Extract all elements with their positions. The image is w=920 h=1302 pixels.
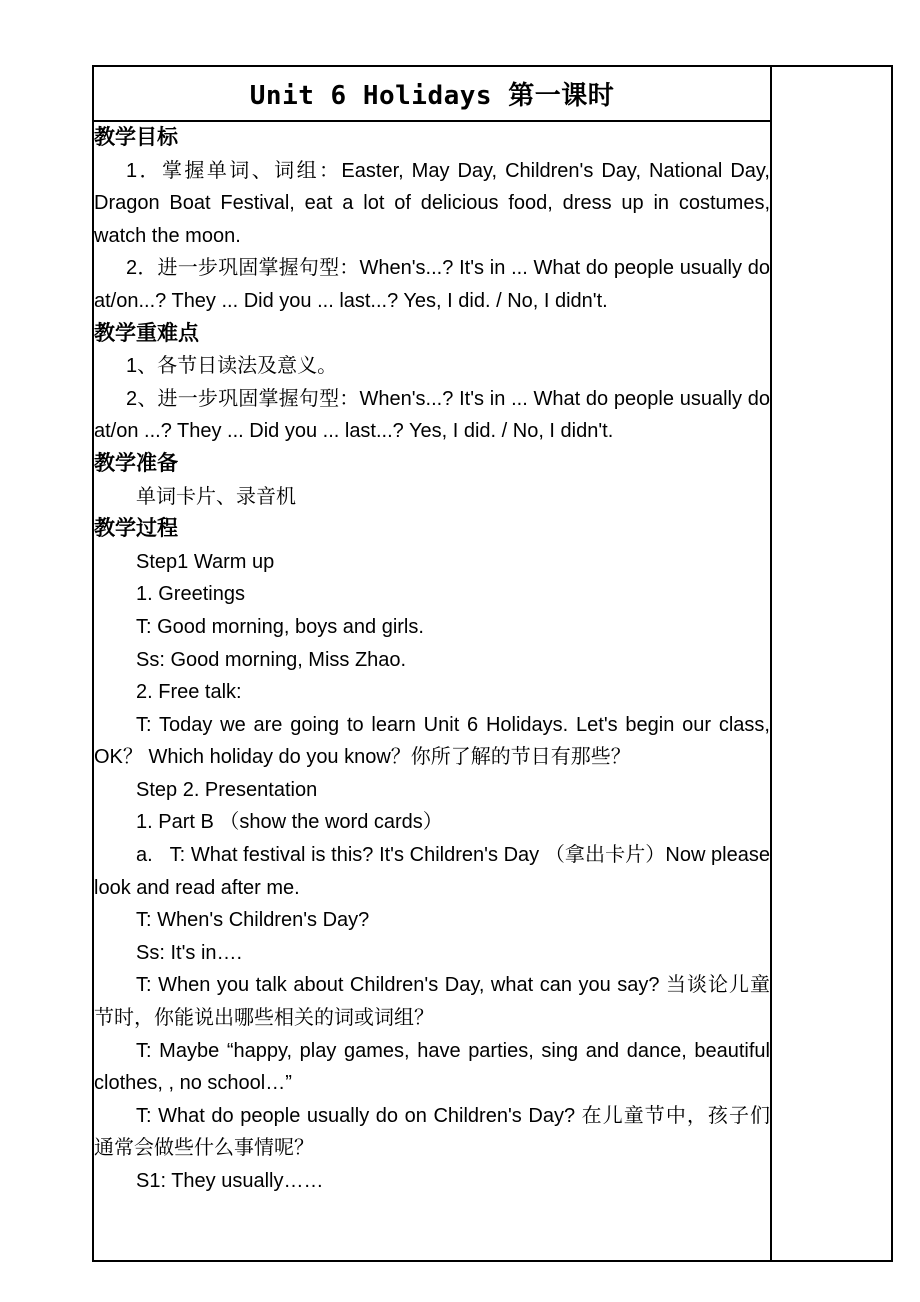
paragraph: S1: They usually…… [136,1170,324,1192]
paragraph: 2、进一步巩固掌握句型：When's...? It's in ... What do people usually do at/on ...? They ... Did you ... last...? Yes, I did. / No, I didn't. [94,387,770,443]
paragraph: T: When you talk about Children's Day, what can you say? 当谈论儿童节时，你能说出哪些相关的词或词组？ [94,974,770,1030]
paragraph: Ss: Good morning, Miss Zhao. [136,648,407,671]
paragraph: 1. Part B （show the word cards） [136,811,443,834]
side-column-cell [771,66,892,1261]
section-heading: 教学目标 [94,126,178,149]
paragraph: Ss: It's in…. [136,941,243,964]
lesson-title: Unit 6 Holidays 第一课时 [93,66,771,121]
paragraph: 2. Free talk: [136,681,242,704]
paragraph: 1. Greetings [136,583,245,606]
section-heading: 教学过程 [94,517,178,541]
lesson-plan-table [92,65,893,1262]
paragraph: Step1 Warm up [136,550,275,573]
paragraph: Step 2. Presentation [136,778,318,801]
paragraph: 单词卡片、录音机 [136,485,296,508]
paragraph: T: Maybe “happy, play games, have parties, sing and dance, beautiful clothes, , no school…” [94,1039,770,1095]
section-heading: 教学重难点 [94,321,199,345]
paragraph: T: Good morning, boys and girls. [136,615,424,638]
paragraph: a. T: What festival is this? It's Children's Day （拿出卡片）Now please look and read after me. [94,844,770,899]
paragraph: T: What do people usually do on Children's Day? 在儿童节中，孩子们通常会做些什么事情呢？ [94,1104,770,1160]
paragraph: 1、各节日读法及意义。 [126,355,338,378]
paragraph: T: When's Children's Day? [136,909,370,932]
paragraph: 2．进一步巩固掌握句型：When's...? It's in ... What do people usually do at/on...? They ... Did you ... last...? Yes, I did. / No, I didn't. [94,257,770,312]
title-row [93,66,892,121]
paragraph: T: Today we are going to learn Unit 6 Holidays. Let's begin our class, OK？ Which holiday do you know？你所了解的节日有那些？ [94,713,770,769]
lesson-body [93,121,771,1261]
section-heading: 教学准备 [94,451,178,475]
paragraph: 1．掌握单词、词组：Easter, May Day, Children's Day, National Day, Dragon Boat Festival, eat a lot of delicious food, dress up in costumes, watch the moon. [94,159,770,247]
